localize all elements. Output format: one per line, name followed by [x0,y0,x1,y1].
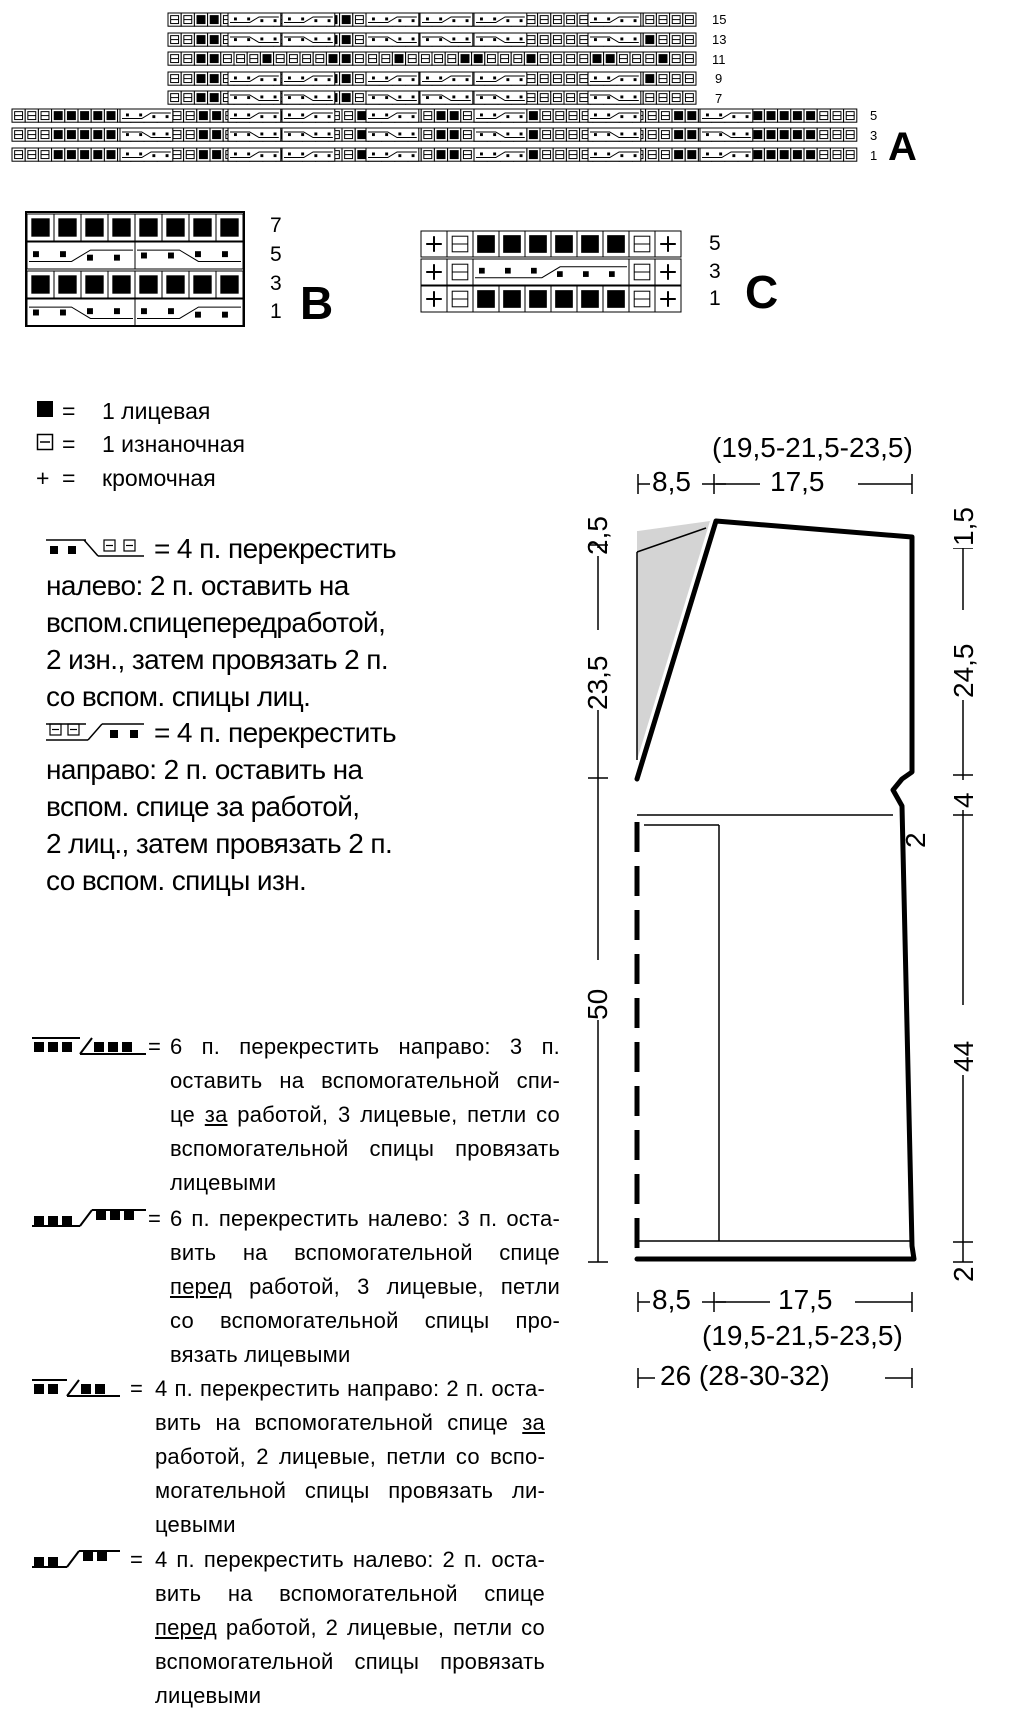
chart-b-row-3: 3 [270,272,282,295]
dim-bottom-sizes: (19,5-21,5-23,5) [702,1320,903,1351]
dim-right-2: 2 [948,1266,979,1282]
text: лицевыми [170,1170,277,1195]
dim-right-4: 4 [948,792,979,808]
text: работой, 2 лицевые, петли со вспо- [155,1444,545,1469]
text: вспомогательной спицы провязать [170,1136,560,1161]
chart-a-row-5: 5 [870,108,878,123]
dim-left-2-5: 2,5 [582,516,613,555]
cable-big-1-line-1: налево: 2 п. оставить на [46,570,349,601]
underlined-text: перед [155,1615,217,1640]
chart-b-label: B [300,277,334,329]
chart-a-row-13: 13 [712,32,727,47]
cable-big-1-line-4: со вспом. спицы лиц. [46,681,311,712]
chart-b-row-5: 5 [270,243,282,266]
text: вить на вспомогательной спице [155,1581,545,1606]
chart-a-row-15: 15 [712,12,727,27]
chart-c-row-3: 3 [709,260,721,283]
small-cable-eq-2: = [148,1206,162,1231]
dim-bottom-total: 26 (28-30-32) [660,1360,830,1391]
small-cable-eq-3: = [130,1376,144,1401]
cable-big-1-line-3: 2 изн., затем провязать 2 п. [46,644,389,675]
cable-big-2-line-2: вспом. спице за работой, [46,791,360,822]
text: вить на вспомогательной спице [155,1410,523,1435]
cable-big-2-line-4: со вспом. спицы изн. [46,865,307,896]
dim-right-44: 44 [948,1040,979,1072]
chart-a-row-7: 7 [715,91,723,106]
text: оставить на вспомогательной спи- [170,1068,560,1093]
chart-a-row-9: 9 [715,71,723,86]
chart-c-row-5: 5 [709,232,721,255]
dim-right-1-5: 1,5 [948,507,979,546]
legend-eq: = [62,431,76,457]
chart-b-row-7: 7 [270,214,282,237]
chart-a-row-11: 11 [712,52,726,67]
dim-top-sizes: (19,5-21,5-23,5) [712,432,913,463]
dim-bottom-right: 17,5 [778,1284,833,1315]
text: цевыми [155,1512,236,1537]
plus-icon: + [36,465,50,491]
text: вязать лицевыми [170,1342,351,1367]
legend-purl-text: 1 изнаночная [102,431,245,457]
underlined-text: за [204,1102,228,1127]
text: 6 п. перекрестить направо: 3 п. [170,1034,560,1059]
body-outline [637,521,914,1259]
dim-bottom-left: 8,5 [652,1284,691,1315]
underlined-text: перед [170,1274,232,1299]
dim-left-23-5: 23,5 [582,655,613,710]
text: работой, 3 лицевые, петли со [227,1102,560,1127]
text: работой, 2 лицевые, петли со [216,1615,545,1640]
text: могательной спицы провязать ли- [155,1478,545,1503]
legend-eq: = [62,465,76,491]
dim-inner-2: 2 [900,832,931,848]
cable-big-2-eq: = 4 п. перекрестить [154,717,396,748]
neckline-shaded [637,521,710,760]
chart-a-label: A [888,125,917,169]
underlined-text: за [522,1410,545,1435]
text: це [170,1102,205,1127]
text: 4 п. перекрестить налево: 2 п. оста- [155,1547,545,1572]
dim-right-24-5: 24,5 [948,643,979,698]
text: вить на вспомогательной спице [170,1240,560,1265]
legend-edge-text: кромочная [102,465,216,491]
legend-knit-text: 1 лицевая [102,398,211,424]
cable-big-1-eq: = 4 п. перекрестить [154,533,396,564]
text: вспомогательной спицы провязать [155,1649,545,1674]
chart-c-row-1: 1 [709,287,721,310]
dim-top-right: 17,5 [770,466,825,497]
text: со вспомогательной спицы про- [170,1308,560,1333]
dim-top-left: 8,5 [652,466,691,497]
chart-a-row-1: 1 [870,148,878,163]
chart-a-row-3: 3 [870,128,878,143]
small-cable-eq-1: = [148,1034,162,1059]
text: 4 п. перекрестить направо: 2 п. оста- [155,1376,545,1401]
chart-b-row-1: 1 [270,300,282,323]
dim-left-50: 50 [582,988,613,1020]
cable-big-2-line-3: 2 лиц., затем провязать 2 п. [46,828,393,859]
text: лицевыми [155,1683,262,1708]
chart-c-label: C [745,266,779,318]
small-cable-eq-4: = [130,1547,144,1572]
legend-eq: = [62,398,76,424]
text: работой, 3 лицевые, петли [231,1274,560,1299]
cable-big-2-line-1: направо: 2 п. оставить на [46,754,363,785]
text: 6 п. перекрестить налево: 3 п. оста- [170,1206,560,1231]
cable-big-1-line-2: вспом.спицепередработой, [46,607,386,638]
